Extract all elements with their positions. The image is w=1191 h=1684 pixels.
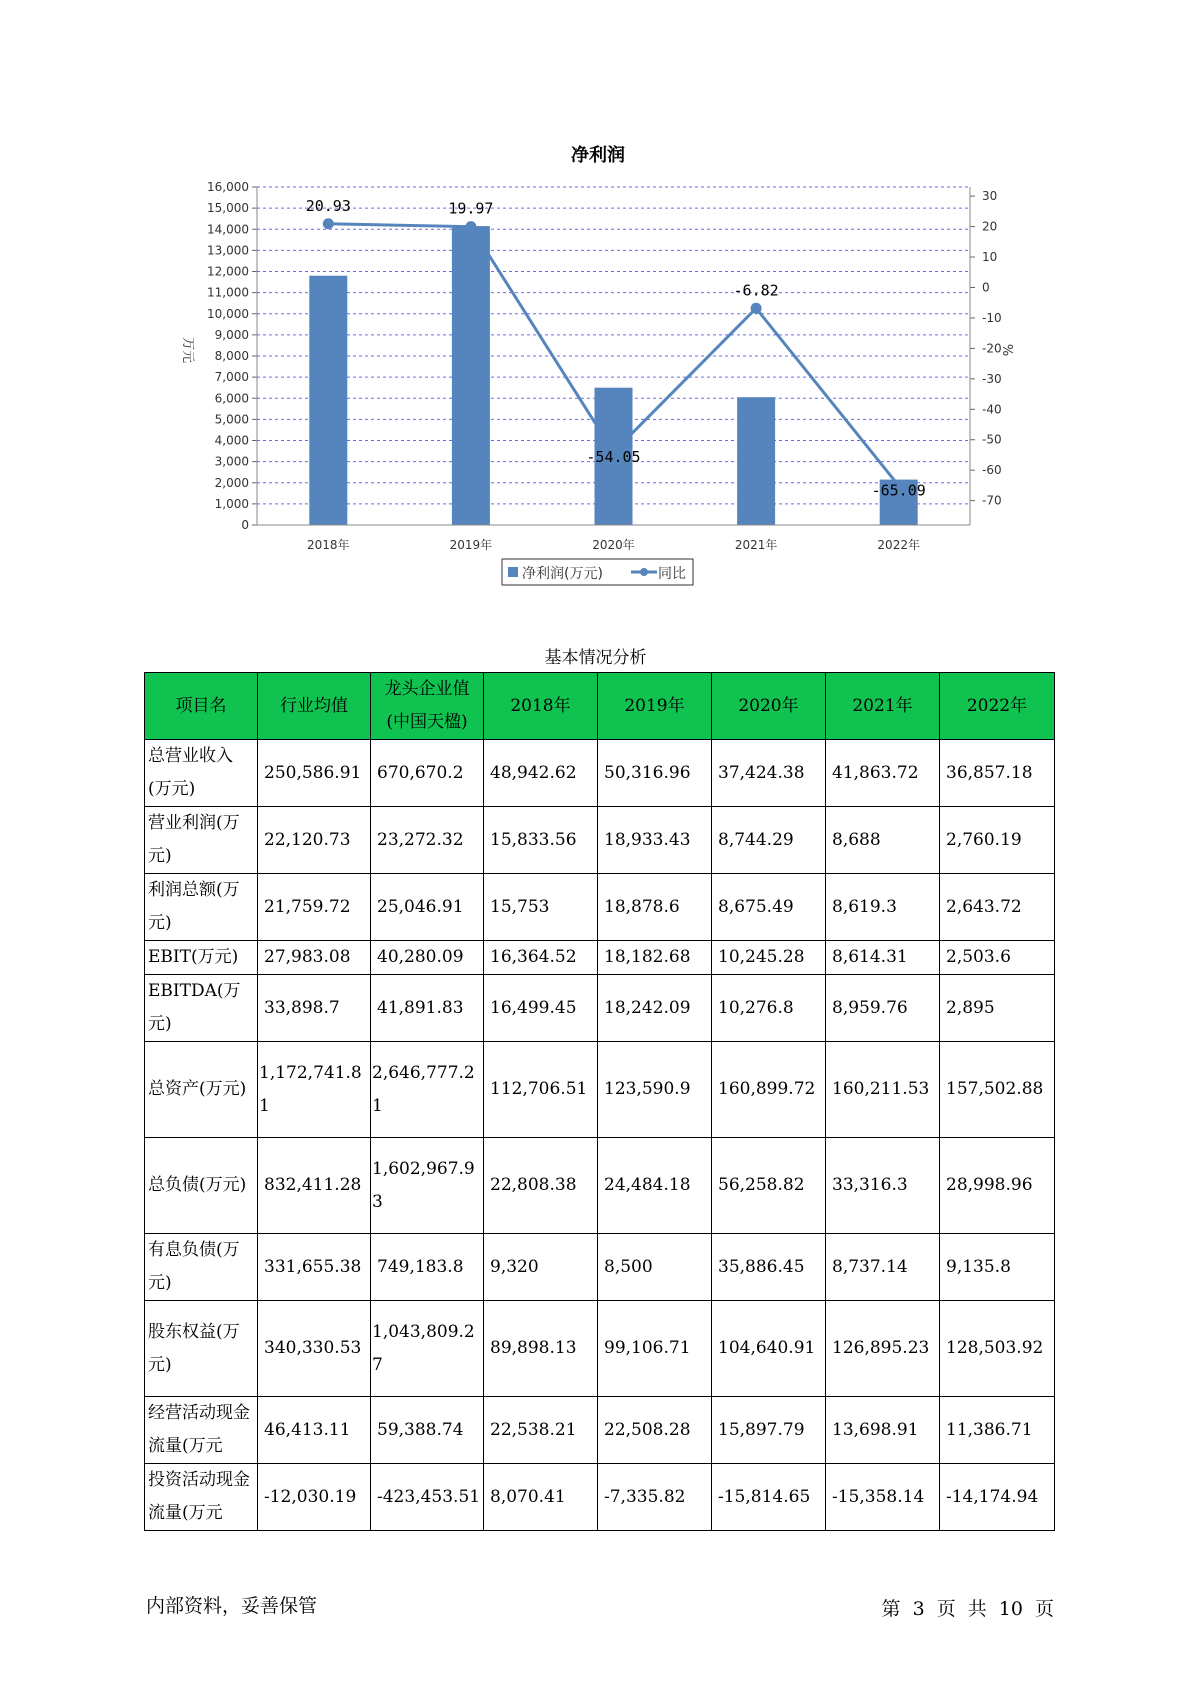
row-label: 利润总额(万元) [145, 874, 258, 941]
table-cell: 250,586.91 [258, 740, 371, 807]
y-tick-label: 11,000 [207, 285, 249, 300]
table-cell: 89,898.13 [484, 1301, 598, 1397]
table-cell: 41,891.83 [371, 975, 484, 1042]
table-cell: 160,211.53 [826, 1042, 940, 1138]
table-cell: 22,538.21 [484, 1397, 598, 1464]
table-cell: -423,453.51 [371, 1464, 484, 1531]
line-point [465, 221, 476, 232]
table-cell: 123,590.9 [598, 1042, 712, 1138]
table-cell: 126,895.23 [826, 1301, 940, 1397]
table-cell: 36,857.18 [940, 740, 1055, 807]
y2-tick-label: 30 [982, 189, 998, 204]
bar [452, 226, 490, 525]
y-tick-label: 8,000 [214, 349, 249, 363]
header-industry-avg: 行业均值 [258, 673, 371, 740]
y-tick-label: 4,000 [214, 433, 249, 448]
table-cell: 749,183.8 [371, 1234, 484, 1301]
header-2022: 2022年 [940, 673, 1055, 740]
row-label: 总资产(万元) [145, 1042, 258, 1138]
table-cell: 22,808.38 [484, 1138, 598, 1234]
table-cell: 670,670.2 [371, 740, 484, 807]
table-cell: 112,706.51 [484, 1042, 598, 1138]
footer-confidential: 内部资料，妥善保管 [146, 1595, 318, 1617]
table-cell: 340,330.53 [258, 1301, 371, 1397]
table-cell: -12,030.19 [258, 1464, 371, 1531]
table-cell: 2,646,777.21 [371, 1042, 484, 1138]
header-item-name: 项目名 [145, 673, 258, 740]
table-cell: 8,959.76 [826, 975, 940, 1042]
y2-tick-label: 20 [982, 219, 998, 234]
row-label: 经营活动现金流量(万元 [145, 1397, 258, 1464]
row-label: EBIT(万元) [145, 941, 258, 975]
table-row [145, 941, 1055, 975]
table-cell: 10,245.28 [712, 941, 826, 975]
x-tick-label: 2021年 [734, 538, 778, 552]
row-label: 有息负债(万元) [145, 1234, 258, 1301]
chart-svg [0, 0, 1191, 600]
y2-tick-label: -70 [982, 493, 1002, 508]
table-cell: 37,424.38 [712, 740, 826, 807]
y-tick-label: 14,000 [207, 222, 249, 237]
table-cell: 2,503.6 [940, 941, 1055, 975]
table-cell: 11,386.71 [940, 1397, 1055, 1464]
table-cell: 40,280.09 [371, 941, 484, 975]
point-label: -6.82 [733, 281, 779, 300]
table-cell: 160,899.72 [712, 1042, 826, 1138]
table-cell: 41,863.72 [826, 740, 940, 807]
header-2019: 2019年 [598, 673, 712, 740]
y-tick-label: 7,000 [214, 370, 249, 385]
table-cell: 48,942.62 [484, 740, 598, 807]
table-cell: 22,120.73 [258, 807, 371, 874]
table-cell: 46,413.11 [258, 1397, 371, 1464]
table-cell: 24,484.18 [598, 1138, 712, 1234]
point-label: 19.97 [448, 199, 494, 218]
table-cell: 16,364.52 [484, 941, 598, 975]
table-cell: 25,046.91 [371, 874, 484, 941]
legend-line-marker [640, 568, 648, 576]
y-tick-label: 10,000 [207, 306, 249, 321]
legend-series-bar: 净利润(万元) [522, 566, 603, 582]
y2-tick-label: -30 [982, 371, 1002, 386]
net-profit-chart [0, 0, 1191, 600]
y-tick-label: 6,000 [214, 391, 249, 406]
table-row [145, 807, 1055, 874]
x-tick-label: 2018年 [307, 538, 350, 552]
point-label: -65.09 [871, 481, 926, 500]
table-cell: 13,698.91 [826, 1397, 940, 1464]
table-cell: 33,316.3 [826, 1138, 940, 1234]
table-row [145, 1397, 1055, 1464]
table-cell: 8,675.49 [712, 874, 826, 941]
y-tick-label: 0 [241, 518, 249, 532]
table-cell: 18,878.6 [598, 874, 712, 941]
table-row [145, 1464, 1055, 1531]
table-cell: -15,814.65 [712, 1464, 826, 1531]
y2-tick-label: -20 [982, 341, 1002, 356]
y-tick-label: 15,000 [207, 201, 249, 216]
table-cell: 8,744.29 [712, 807, 826, 874]
row-label: EBITDA(万元) [145, 975, 258, 1042]
x-tick-label: 2020年 [592, 538, 635, 552]
table-cell: 35,886.45 [712, 1234, 826, 1301]
y-tick-label: 12,000 [207, 264, 249, 279]
table-cell: -14,174.94 [940, 1464, 1055, 1531]
table-title: 基本情况分析 [544, 648, 647, 668]
table-cell: 9,135.8 [940, 1234, 1055, 1301]
chart-title: 净利润 [571, 145, 625, 166]
table-cell: 2,895 [940, 975, 1055, 1042]
table-cell: 104,640.91 [712, 1301, 826, 1397]
table-header-row [145, 673, 1055, 740]
table-cell: 157,502.88 [940, 1042, 1055, 1138]
y-tick-label: 5,000 [214, 412, 249, 427]
y2-axis-title: % [999, 343, 1014, 357]
row-label: 总营业收入(万元) [145, 740, 258, 807]
table-row [145, 975, 1055, 1042]
table-row [145, 1042, 1055, 1138]
table-cell: 28,998.96 [940, 1138, 1055, 1234]
header-2020: 2020年 [712, 673, 826, 740]
table-cell: 1,172,741.81 [258, 1042, 371, 1138]
table-cell: 832,411.28 [258, 1138, 371, 1234]
table-cell: 8,619.3 [826, 874, 940, 941]
bar [737, 397, 775, 525]
table-row [145, 1138, 1055, 1234]
y2-tick-label: 0 [982, 280, 990, 295]
table-cell: 8,614.31 [826, 941, 940, 975]
table-cell: 331,655.38 [258, 1234, 371, 1301]
chart-legend [502, 559, 693, 585]
y2-tick-label: -60 [982, 463, 1002, 478]
footer-page-number: 第 3 页 共 10 页 [881, 1598, 1054, 1620]
point-label: 20.93 [305, 196, 351, 215]
y-tick-label: 1,000 [214, 496, 249, 511]
table-cell: 27,983.08 [258, 941, 371, 975]
table-cell: 21,759.72 [258, 874, 371, 941]
legend-bar-swatch [508, 567, 518, 577]
table-row [145, 740, 1055, 807]
table-cell: 50,316.96 [598, 740, 712, 807]
table-cell: 15,833.56 [484, 807, 598, 874]
y2-tick-label: -40 [982, 402, 1002, 417]
y-tick-label: 9,000 [214, 327, 249, 342]
header-leader-value: 龙头企业值(中国天楹) [371, 673, 484, 740]
table-cell: 8,737.14 [826, 1234, 940, 1301]
y-tick-label: 16,000 [207, 180, 249, 194]
table-cell: 1,602,967.93 [371, 1138, 484, 1234]
line-point [323, 218, 334, 229]
table-cell: 56,258.82 [712, 1138, 826, 1234]
table-cell: 16,499.45 [484, 975, 598, 1042]
table-cell: 18,182.68 [598, 941, 712, 975]
table-cell: -7,335.82 [598, 1464, 712, 1531]
point-label: -54.05 [586, 448, 641, 467]
table-cell: 8,688 [826, 807, 940, 874]
y2-tick-label: 10 [982, 250, 998, 265]
table-cell: 2,760.19 [940, 807, 1055, 874]
y-tick-label: 3,000 [214, 454, 249, 469]
table-cell: 10,276.8 [712, 975, 826, 1042]
table-cell: 33,898.7 [258, 975, 371, 1042]
row-label: 总负债(万元) [145, 1138, 258, 1234]
x-tick-label: 2019年 [449, 538, 493, 552]
header-2018: 2018年 [484, 673, 598, 740]
x-tick-label: 2022年 [877, 538, 920, 552]
bar [309, 276, 347, 525]
table-row [145, 1234, 1055, 1301]
table-cell: 99,106.71 [598, 1301, 712, 1397]
table-row [145, 1301, 1055, 1397]
y2-tick-label: -50 [982, 432, 1002, 447]
table-cell: 128,503.92 [940, 1301, 1055, 1397]
row-label: 投资活动现金流量(万元 [145, 1464, 258, 1531]
y-axis-title: 万元 [180, 336, 195, 364]
table-cell: 8,500 [598, 1234, 712, 1301]
y-tick-label: 13,000 [207, 243, 249, 258]
table-cell: 8,070.41 [484, 1464, 598, 1531]
line-point [751, 303, 762, 314]
row-label: 股东权益(万元) [145, 1301, 258, 1397]
y-tick-label: 2,000 [214, 475, 249, 490]
legend-series-line: 同比 [658, 566, 686, 582]
row-label: 营业利润(万元) [145, 807, 258, 874]
table-cell: 59,388.74 [371, 1397, 484, 1464]
table-row [145, 874, 1055, 941]
table-cell: 15,897.79 [712, 1397, 826, 1464]
table-cell: 22,508.28 [598, 1397, 712, 1464]
table-cell: 2,643.72 [940, 874, 1055, 941]
table-cell: 9,320 [484, 1234, 598, 1301]
table-cell: 23,272.32 [371, 807, 484, 874]
basic-analysis-table [144, 672, 1055, 1531]
y2-tick-label: -10 [982, 310, 1002, 325]
table-cell: 18,242.09 [598, 975, 712, 1042]
table-cell: 1,043,809.27 [371, 1301, 484, 1397]
header-2021: 2021年 [826, 673, 940, 740]
table-cell: -15,358.14 [826, 1464, 940, 1531]
table-cell: 18,933.43 [598, 807, 712, 874]
table-cell: 15,753 [484, 874, 598, 941]
